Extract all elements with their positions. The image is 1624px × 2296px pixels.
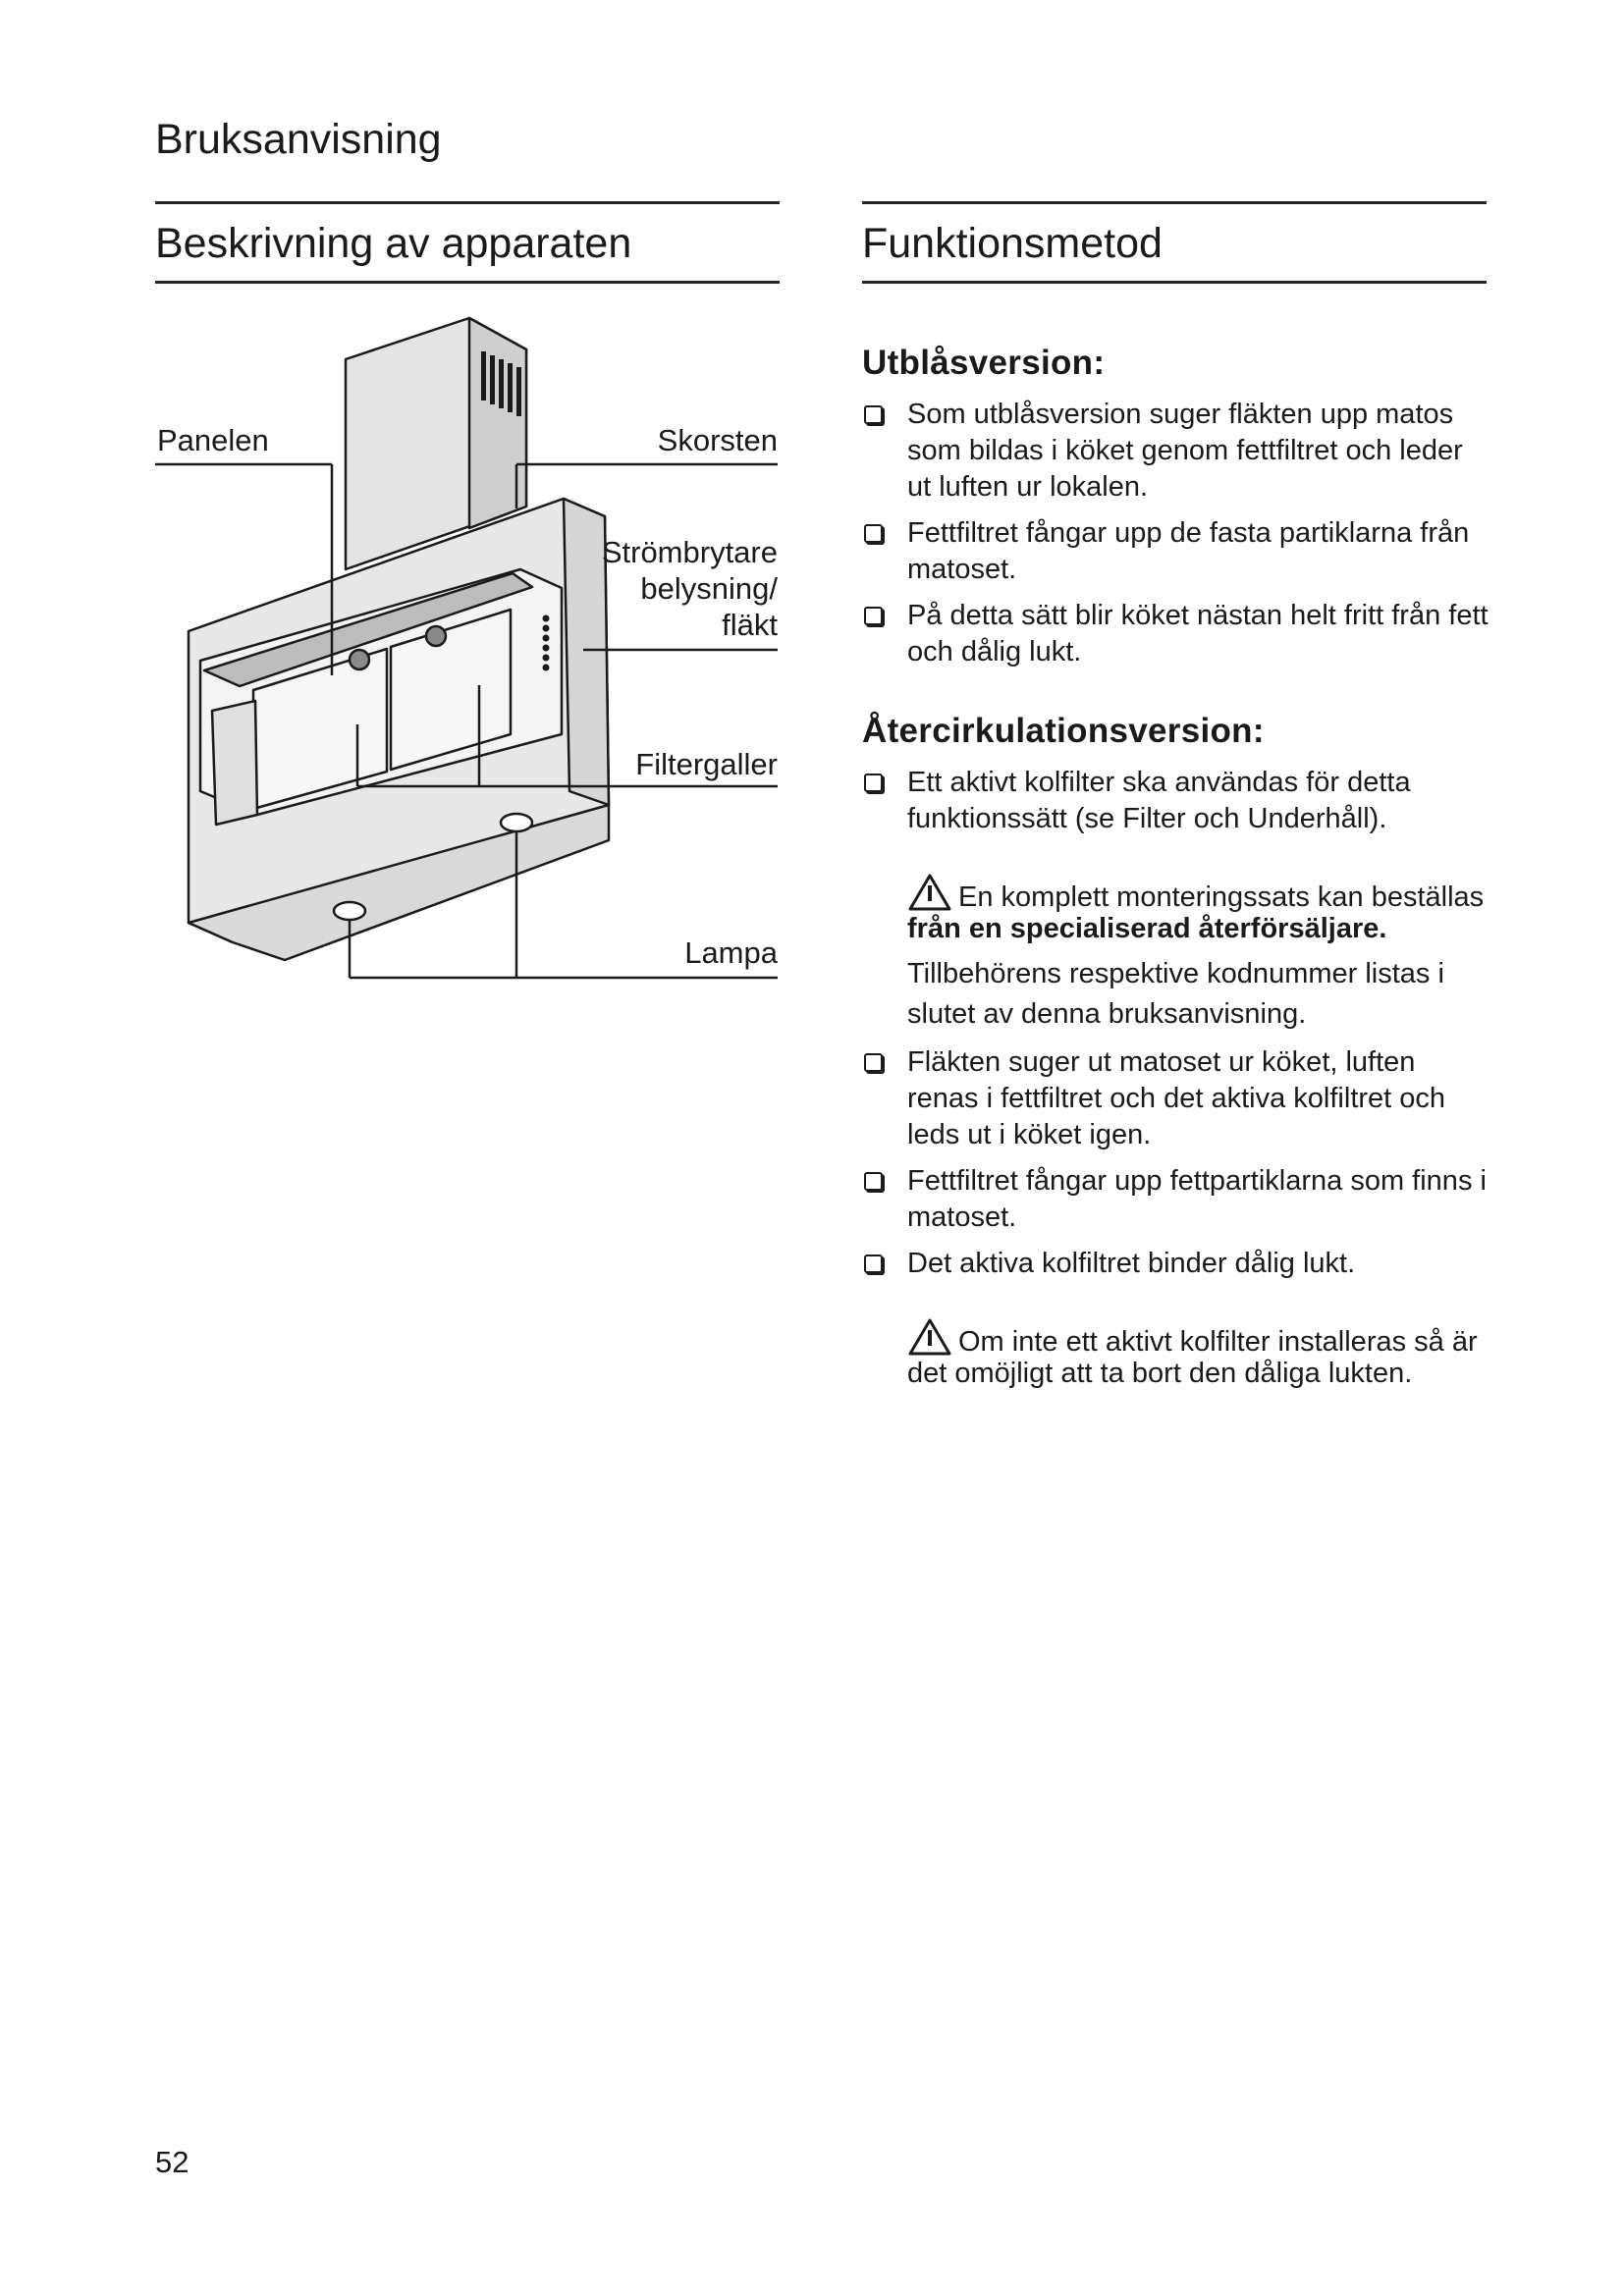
- label-strombrytare-1: Strömbrytare: [601, 535, 778, 569]
- list-item: Fläkten suger ut matoset ur köket, luften renas i fettfiltret och det aktiva kolfiltret och leds ut i köket igen.: [862, 1044, 1490, 1153]
- lamp-right-shape: [501, 814, 532, 831]
- warning-icon: [907, 873, 952, 912]
- section-heading-function: Funktionsmetod: [862, 201, 1487, 284]
- checkbox-bullet-icon: [864, 1255, 883, 1273]
- checkbox-bullet-icon: [864, 524, 883, 543]
- function-text-column: [862, 334, 1490, 1399]
- label-filtergaller: Filtergaller: [635, 747, 778, 781]
- list-item: Fettfiltret fångar upp de fasta partiklarna från matoset.: [862, 515, 1490, 588]
- label-panelen: Panelen: [157, 423, 269, 457]
- list-item: Det aktiva kolfiltret binder dålig lukt.: [862, 1246, 1490, 1282]
- page-number: 52: [155, 2145, 189, 2179]
- range-hood-diagram: [147, 312, 785, 989]
- note-accessory-codes: Tillbehörens respektive kodnummer listas i slutet av denna bruksanvisning.: [907, 958, 1444, 1030]
- label-strombrytare-2: belysning/: [640, 571, 778, 606]
- section-heading-description: Beskrivning av apparaten: [155, 201, 780, 284]
- checkbox-bullet-icon: [864, 1172, 883, 1191]
- range-hood-illustration: [147, 312, 785, 989]
- subheading-atercirk: Återcirkulationsversion:: [862, 712, 1265, 750]
- page-header: Bruksanvisning: [155, 116, 442, 163]
- checkbox-bullet-icon: [864, 774, 883, 792]
- label-skorsten: Skorsten: [657, 423, 778, 457]
- list-item: På detta sätt blir köket nästan helt fritt från fett och dålig lukt.: [862, 598, 1490, 670]
- warning-icon: [907, 1317, 952, 1357]
- note-charcoal-filter: Om inte ett aktivt kolfilter installeras så är det omöjligt att ta bort den dåliga lukten.: [862, 1317, 1490, 1389]
- checkbox-bullet-icon: [864, 1053, 883, 1072]
- lamp-left-shape: [334, 902, 365, 920]
- label-lampa: Lampa: [684, 935, 778, 970]
- label-strombrytare-3: fläkt: [722, 608, 778, 642]
- list-item: Som utblåsversion suger fläkten upp matos som bildas i köket genom fettfiltret och leder ut luften ur lokalen.: [862, 397, 1490, 506]
- list-item: Fettfiltret fångar upp fettpartiklarna som finns i matoset.: [862, 1163, 1490, 1236]
- list-item: Ett aktivt kolfilter ska användas för detta funktionssätt (se Filter och Underhåll).: [862, 765, 1490, 837]
- subheading-utblas: Utblåsversion:: [862, 344, 1106, 382]
- checkbox-bullet-icon: [864, 405, 883, 424]
- note-mounting-kit: En komplett monteringssats kan beställas från en specialiserad återförsäljare.: [862, 873, 1490, 944]
- checkbox-bullet-icon: [864, 607, 883, 625]
